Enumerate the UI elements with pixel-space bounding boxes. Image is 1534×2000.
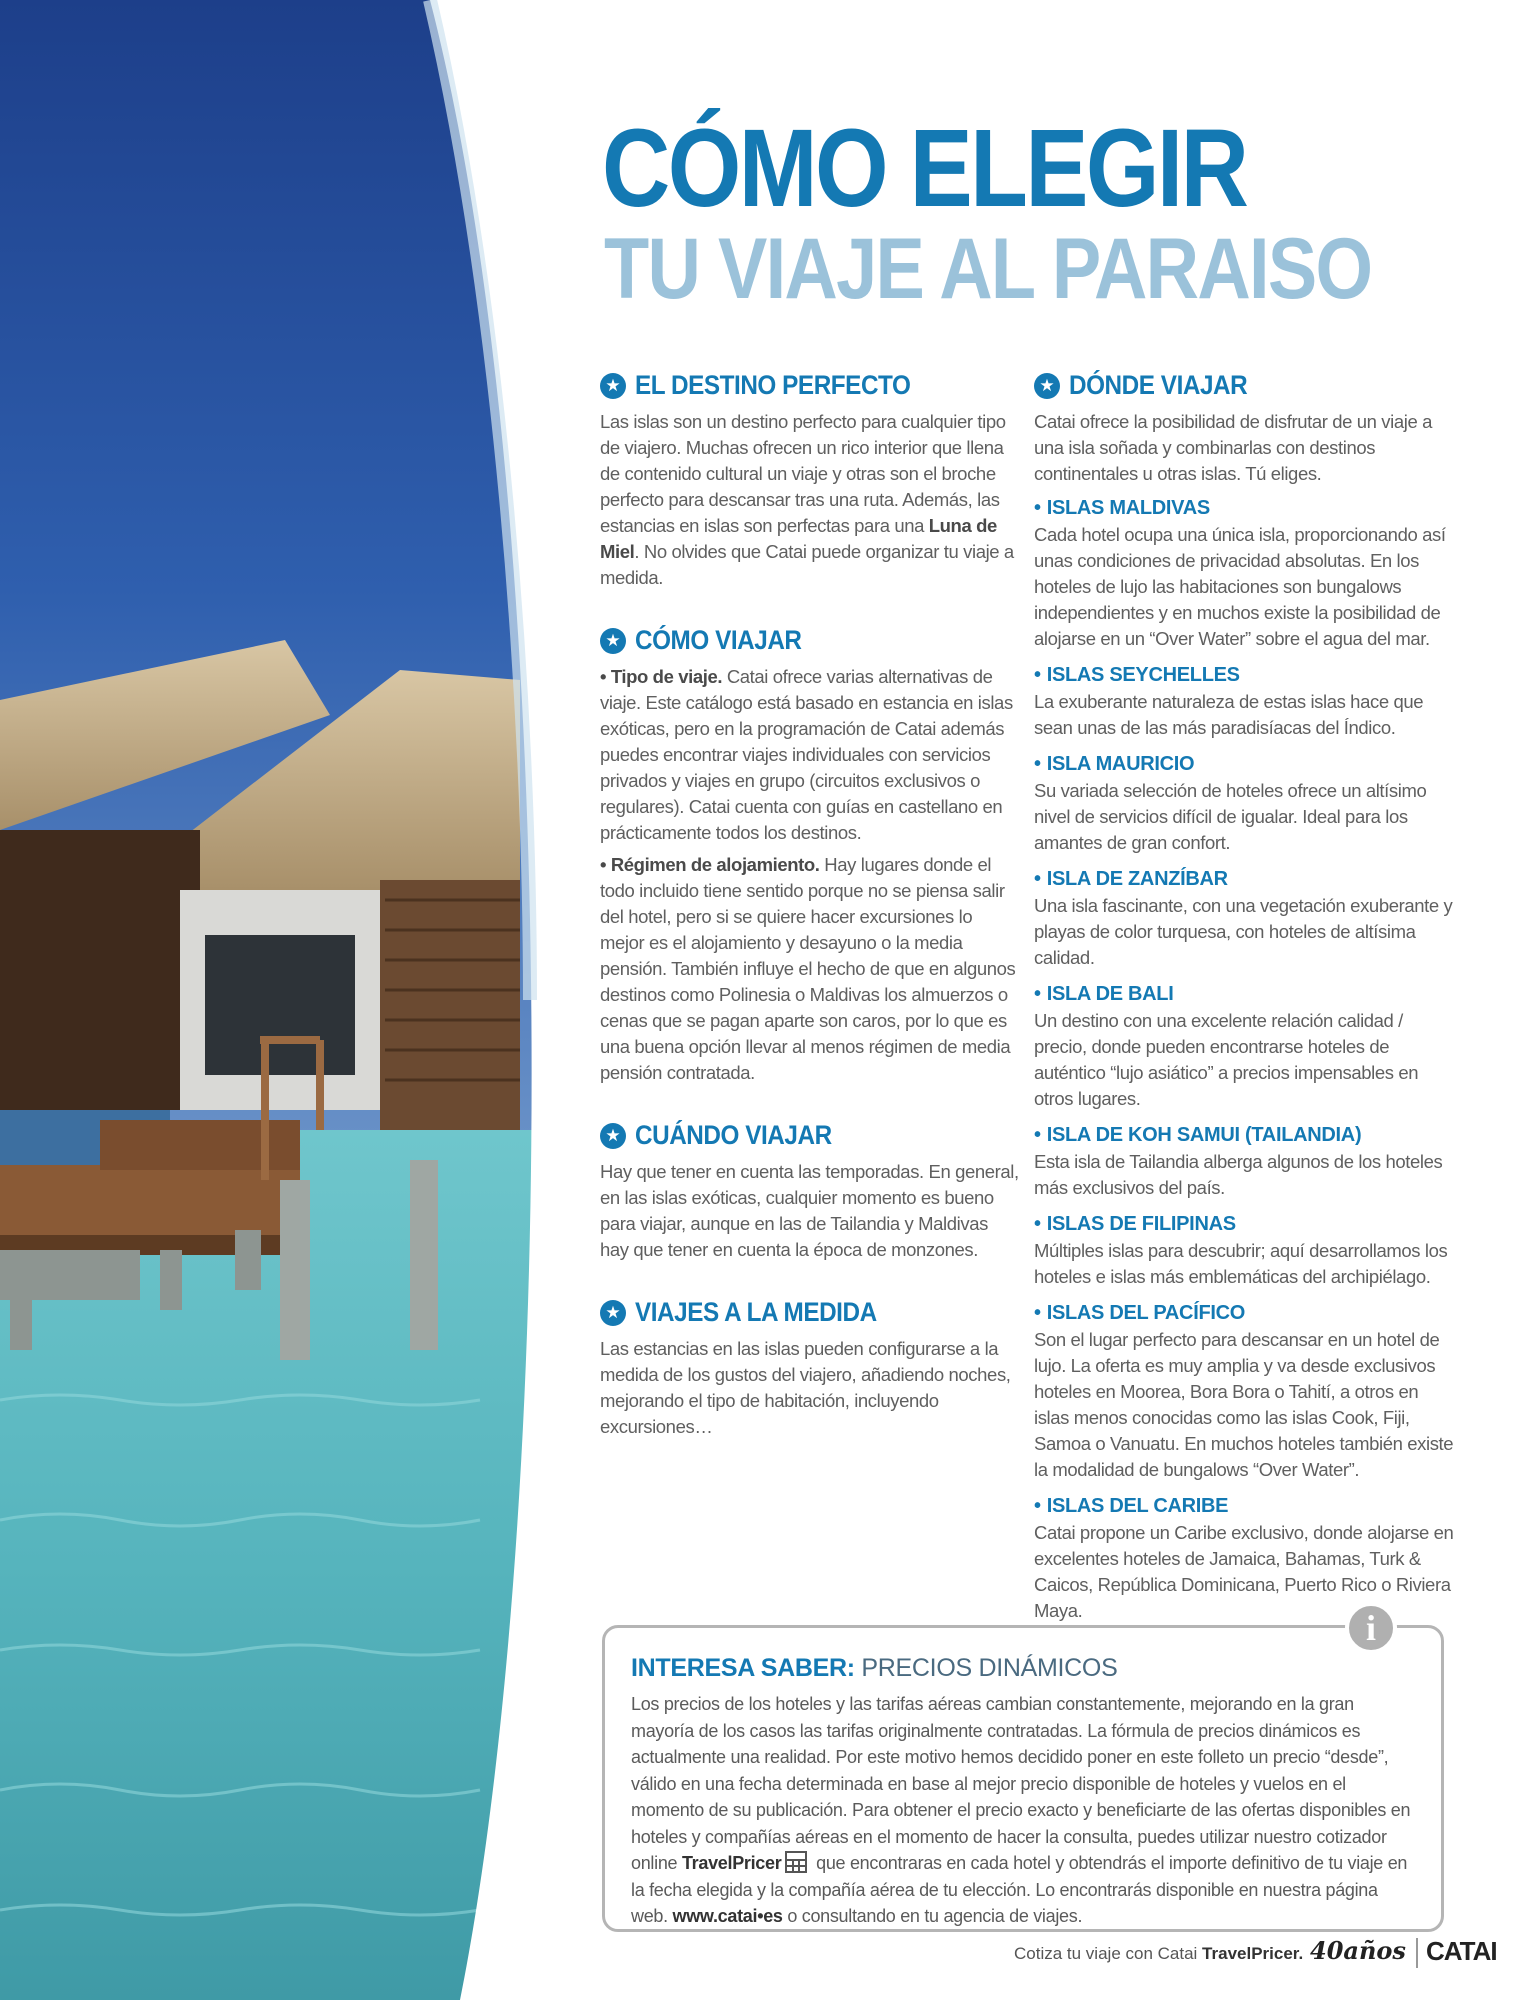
island-title: ISLA DE KOH SAMUI (TAILANDIA) xyxy=(1046,1124,1362,1146)
island-text: La exuberante naturaleza de estas islas hace que sean unas de las más paradisíacas del Índico. xyxy=(1034,691,1424,738)
island-title: ISLAS DE FILIPINAS xyxy=(1046,1213,1236,1235)
bullet-tipo-de-viaje: • Tipo de viaje. Catai ofrece varias alternativas de viaje. Este catálogo está basado en estancia en islas exóticas, pero en la programación de Catai además puedes encontrar viajes individuales con servicios privados y viajes en grupo (circuitos exclusivos o regulares). Catai cuenta con guías en castellano en prácticamente todos los destinos. xyxy=(600,666,1013,843)
info-box-title: INTERESA SABER: PRECIOS DINÁMICOS xyxy=(631,1654,1118,1682)
island-filipinas: • ISLAS DE FILIPINAS Múltiples islas para descubrir; aquí desarrollamos los hoteles e islas más emblemáticas del archipiélago. xyxy=(1034,1213,1454,1290)
star-icon: ★ xyxy=(600,628,626,654)
anniversary-logo: 40años xyxy=(1310,1936,1406,1965)
footer-text: Cotiza tu viaje con Catai TravelPricer. xyxy=(1014,1944,1304,1963)
island-koh-samui: • ISLA DE KOH SAMUI (TAILANDIA) Esta isla de Tailandia alberga algunos de los hoteles más exclusivos del país. xyxy=(1034,1124,1454,1201)
island-text: Catai propone un Caribe exclusivo, donde alojarse en excelentes hoteles de Jamaica, Bahamas, Turk & Caicos, República Dominicana, Puerto Rico o Riviera Maya. xyxy=(1034,1522,1454,1621)
island-pacifico: • ISLAS DEL PACÍFICO Son el lugar perfecto para descansar en un hotel de lujo. La oferta es muy amplia y va desde exclusivos hoteles en Moorea, Bora Bora o Tahití, a otros en islas menos conocidas como las islas Cook, Fiji, Samoa o Vanuatu. En muchos hoteles también existe la modalidad de bungalows “Over Water”. xyxy=(1034,1302,1454,1483)
island-title: ISLA MAURICIO xyxy=(1046,753,1195,775)
logo-divider xyxy=(1416,1938,1418,1968)
island-maldivas: • ISLAS MALDIVAS Cada hotel ocupa una única isla, proporcionando así unas condiciones de privacidad absolutas. En los hoteles de lujo las habitaciones son bungalows independientes y en muchos existe la posibilidad de alojarse en un “Over Water” sobre el agua del mar. xyxy=(1034,497,1454,652)
section-title: DÓNDE VIAJAR xyxy=(1069,370,1248,400)
island-seychelles: • ISLAS SEYCHELLES La exuberante naturaleza de estas islas hace que sean unas de las más paradisíacas del Índico. xyxy=(1034,664,1454,741)
island-text: Esta isla de Tailandia alberga algunos de los hoteles más exclusivos del país. xyxy=(1034,1151,1443,1198)
island-text: Una isla fascinante, con una vegetación exuberante y playas de color turquesa, con hoteles de altísima calidad. xyxy=(1034,895,1453,968)
island-zanzibar: • ISLA DE ZANZÍBAR Una isla fascinante, con una vegetación exuberante y playas de color turquesa, con hoteles de altísima calidad. xyxy=(1034,868,1454,971)
page-title: CÓMO ELEGIR xyxy=(602,107,1247,230)
island-title: ISLAS DEL PACÍFICO xyxy=(1046,1302,1246,1324)
website-link[interactable]: www.catai•es xyxy=(672,1906,783,1926)
info-icon: i xyxy=(1345,1602,1397,1654)
island-text: Cada hotel ocupa una única isla, proporcionando así unas condiciones de privacidad absolutas. En los hoteles de lujo las habitaciones son bungalows independientes y en muchos existe la posibilidad de alojarse en un “Over Water” sobre el agua del mar. xyxy=(1034,524,1446,649)
island-text: Su variada selección de hoteles ofrece un altísimo nivel de servicios difícil de igualar. Ideal para los amantes de gran confort. xyxy=(1034,780,1427,853)
island-title: ISLAS SEYCHELLES xyxy=(1046,664,1240,686)
section-text: Las estancias en las islas pueden configurarse a la medida de los gustos del viajero, añadiendo noches, mejorando el tipo de habitación, incluyendo excursiones… xyxy=(600,1338,1011,1437)
section-text: Las islas son un destino perfecto para cualquier tipo de viajero. Muchas ofrecen un rico interior que llena de contenido cultural un viaje y otras son el broche perfecto para descansar tras una ruta. Además, las estancias en islas son perfectas para una Luna de Miel. No olvides que Catai puede organizar tu viaje a medida. xyxy=(600,411,1014,588)
info-box-precios-dinamicos xyxy=(602,1608,1444,1932)
section-title: CUÁNDO VIAJAR xyxy=(635,1120,832,1150)
travelpricer-brand: TravelPricer xyxy=(681,1853,782,1873)
island-title: ISLAS MALDIVAS xyxy=(1046,497,1210,519)
section-text: Hay que tener en cuenta las temporadas. En general, en las islas exóticas, cualquier momento es bueno para viajar, aunque en las de Tailandia y Maldivas hay que tener en cuenta la época de monzones. xyxy=(600,1161,1019,1260)
island-mauricio: • ISLA MAURICIO Su variada selección de hoteles ofrece un altísimo nivel de servicios difícil de igualar. Ideal para los amantes de gran confort. xyxy=(1034,753,1454,856)
right-column xyxy=(1034,370,1454,1636)
section-viajes-a-la-medida xyxy=(600,1297,1020,1440)
star-icon: ★ xyxy=(600,1123,626,1149)
calculator-icon xyxy=(785,1851,807,1873)
island-bali: • ISLA DE BALI Un destino con una excelente relación calidad / precio, donde pueden encontrarse hoteles de auténtico “lujo asiático” a precios impensables en otros lugares. xyxy=(1034,983,1454,1112)
section-title: VIAJES A LA MEDIDA xyxy=(635,1297,877,1327)
section-title: EL DESTINO PERFECTO xyxy=(635,370,911,400)
overwater-bungalow-photo xyxy=(0,0,540,2000)
star-icon: ★ xyxy=(600,1300,626,1326)
section-cuando-viajar xyxy=(600,1120,1020,1263)
island-caribe: • ISLAS DEL CARIBE Catai propone un Caribe exclusivo, donde alojarse en excelentes hoteles de Jamaica, Bahamas, Turk & Caicos, República Dominicana, Puerto Rico o Riviera Maya. xyxy=(1034,1495,1454,1624)
island-text: Múltiples islas para descubrir; aquí desarrollamos los hoteles e islas más emblemáticas del archipiélago. xyxy=(1034,1240,1448,1287)
star-icon: ★ xyxy=(1034,373,1060,399)
page-subtitle: TU VIAJE AL PARAISO xyxy=(604,221,1372,317)
section-title: CÓMO VIAJAR xyxy=(635,625,802,655)
star-icon: ★ xyxy=(600,373,626,399)
island-title: ISLAS DEL CARIBE xyxy=(1046,1495,1229,1517)
island-text: Son el lugar perfecto para descansar en un hotel de lujo. La oferta es muy amplia y va desde exclusivos hoteles en Moorea, Bora Bora o Tahití, a otros en islas menos conocidas como las islas Cook, Fiji, Samoa o Vanuatu. En muchos hoteles también existe la modalidad de bungalows “Over Water”. xyxy=(1034,1329,1454,1480)
island-text: Un destino con una excelente relación calidad / precio, donde pueden encontrarse hoteles de auténtico “lujo asiático” a precios impensables en otros lugares. xyxy=(1034,1010,1419,1109)
left-column xyxy=(600,370,1020,1474)
section-intro: Catai ofrece la posibilidad de disfrutar de un viaje a una isla soñada y combinarlas con destinos continentales u otras islas. Tú eliges. xyxy=(1034,411,1432,484)
section-como-viajar xyxy=(600,625,1020,1086)
catai-logo: CATAI xyxy=(1426,1936,1497,1966)
island-title: ISLA DE BALI xyxy=(1046,983,1174,1005)
island-title: ISLA DE ZANZÍBAR xyxy=(1046,868,1228,890)
bullet-regimen-alojamiento: • Régimen de alojamiento. Hay lugares donde el todo incluido tiene sentido porque no se piensa salir del hotel, pero si se quiere hacer excursiones lo mejor es el alojamiento y desayuno o la media pensión. También influye el hecho de que en algunos destinos como Polinesia o Maldivas los almuerzos o cenas que se pagan aparte son caros, por lo que es una buena opción llevar al menos régimen de media pensión contratada. xyxy=(600,854,1016,1083)
info-box-text: Los precios de los hoteles y las tarifas aéreas cambian constantemente, mejorando en la gran mayoría de los casos las tarifas originalmente contratadas. La fórmula de precios dinámicos es actualmente una realidad. Por este motivo hemos decidido poner en este folleto un precio “desde”, válido en una fecha determinada en base al mejor precio disponible de hoteles y vuelos en el momento de su publicación. Para obtener el precio exacto y beneficiarte de las ofertas disponibles en hoteles y compañías aéreas en el momento de hacer la consulta, puedes utilizar nuestro cotizador online TravelPricer que encontraras en cada hotel y obtendrás el importe definitivo de tu viaje en la fecha elegida y la compañía aérea de tu elección. Lo encontrarás disponible en nuestra página web. www.catai•es o consultando en tu agencia de viajes. xyxy=(631,1694,1411,1926)
section-destino-perfecto xyxy=(600,370,1020,591)
